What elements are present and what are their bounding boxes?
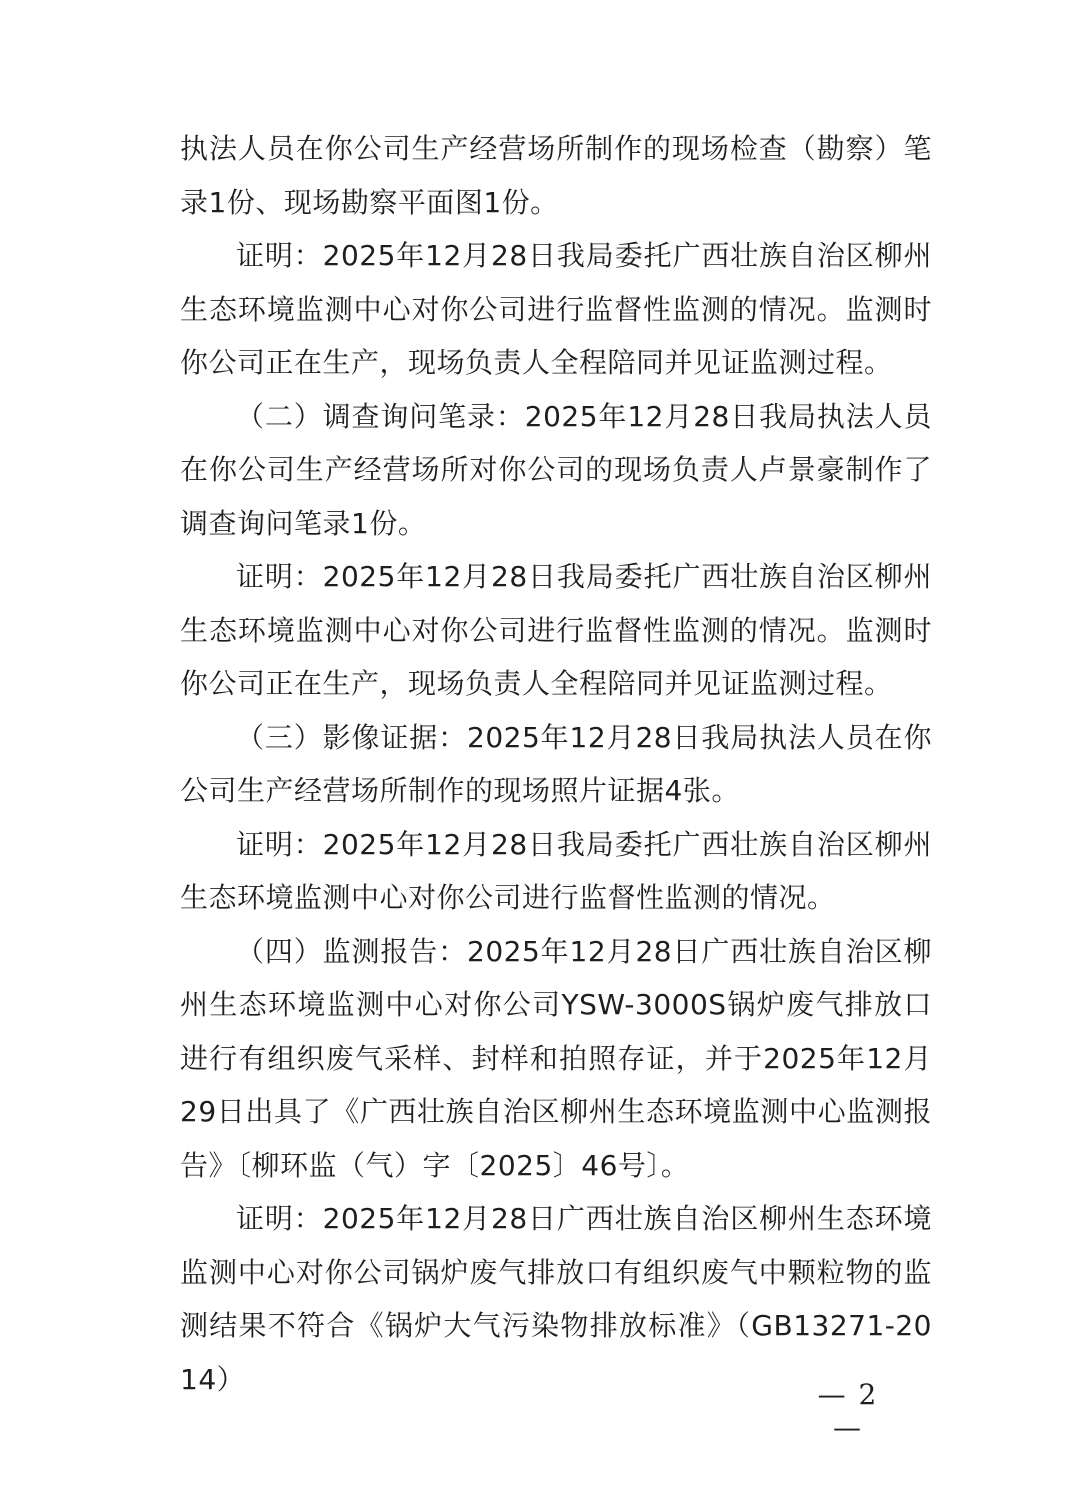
- document-body: [180, 122, 932, 1406]
- paragraph-image-evidence: （三）影像证据：2025年12月28日我局执法人员在你公司生产经营场所制作的现场照片证据4张。: [180, 720, 932, 807]
- paragraph-proof-2: 证明：2025年12月28日我局委托广西壮族自治区柳州生态环境监测中心对你公司进行监督性监测的情况。监测时你公司正在生产，现场负责人全程陪同并见证监测过程。: [180, 560, 932, 700]
- paragraph-inspection-record: 执法人员在你公司生产经营场所制作的现场检查（勘察）笔录1份、现场勘察平面图1份。: [180, 132, 932, 219]
- paragraph-proof-3: 证明：2025年12月28日我局委托广西壮族自治区柳州生态环境监测中心对你公司进行监督性监测的情况。: [180, 827, 932, 914]
- paragraph-monitoring-report: （四）监测报告：2025年12月28日广西壮族自治区柳州生态环境监测中心对你公司YSW-3000S锅炉废气排放口进行有组织废气采样、封样和拍照存证，并于2025年12月29日出具了《广西壮族自治区柳州生态环境监测中心监测报告》〔柳环监（气）字〔2025〕46号〕。: [180, 934, 932, 1182]
- page-number: — 2 —: [817, 1378, 879, 1444]
- paragraph-interview-record: （二）调查询问笔录：2025年12月28日我局执法人员在你公司生产经营场所对你公司的现场负责人卢景豪制作了调查询问笔录1份。: [180, 399, 932, 540]
- paragraph-proof-1: 证明：2025年12月28日我局委托广西壮族自治区柳州生态环境监测中心对你公司进行监督性监测的情况。监测时你公司正在生产，现场负责人全程陪同并见证监测过程。: [180, 239, 932, 379]
- paragraph-proof-4: 证明：2025年12月28日广西壮族自治区柳州生态环境监测中心对你公司锅炉废气排放口有组织废气中颗粒物的监测结果不符合《锅炉大气污染物排放标准》（GB13271-2014）: [180, 1202, 932, 1396]
